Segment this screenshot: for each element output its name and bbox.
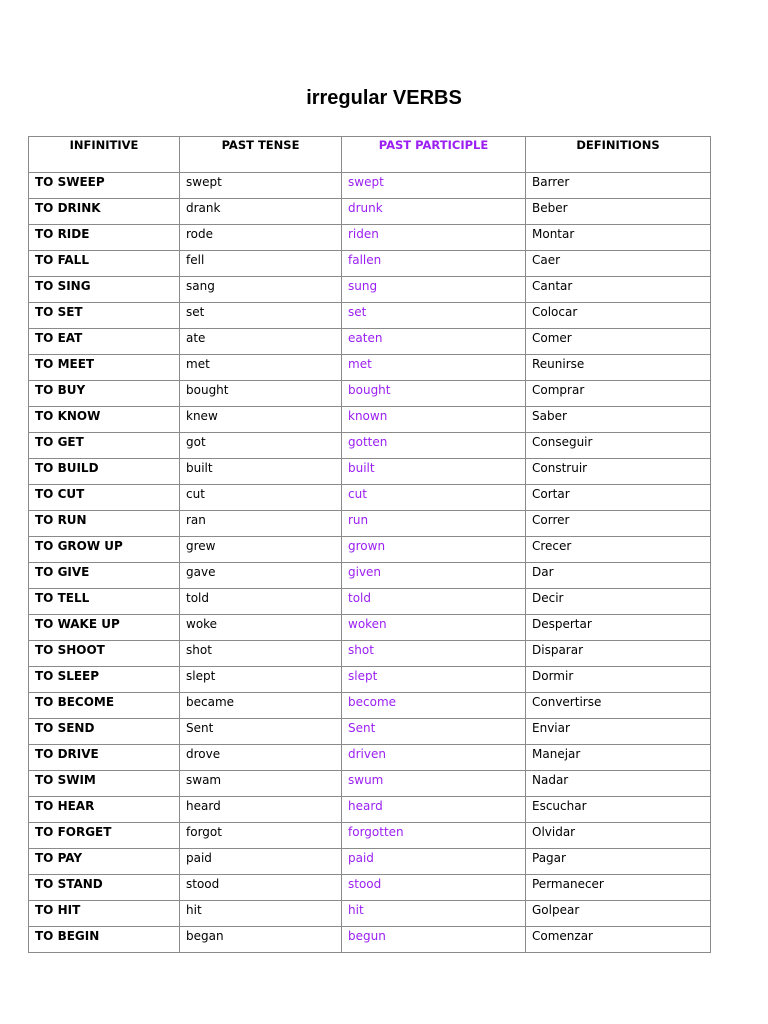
table-row [29, 485, 711, 511]
infinitive-cell: TO SLEEP [29, 667, 180, 693]
infinitive-cell: TO SEND [29, 719, 180, 745]
past-participle-cell: hit [342, 901, 526, 927]
table-row [29, 199, 711, 225]
table-row [29, 355, 711, 381]
definition-cell: Comer [526, 329, 711, 355]
past-tense-cell: hit [180, 901, 342, 927]
table-row [29, 719, 711, 745]
table-row [29, 667, 711, 693]
definition-cell: Construir [526, 459, 711, 485]
past-tense-cell: gave [180, 563, 342, 589]
past-tense-cell: told [180, 589, 342, 615]
past-participle-cell: driven [342, 745, 526, 771]
past-participle-cell: become [342, 693, 526, 719]
past-tense-cell: Sent [180, 719, 342, 745]
infinitive-cell: TO DRIVE [29, 745, 180, 771]
infinitive-cell: TO SWEEP [29, 173, 180, 199]
infinitive-cell: TO WAKE UP [29, 615, 180, 641]
past-tense-cell: slept [180, 667, 342, 693]
definition-cell: Disparar [526, 641, 711, 667]
past-participle-cell: run [342, 511, 526, 537]
past-tense-cell: forgot [180, 823, 342, 849]
past-participle-cell: riden [342, 225, 526, 251]
definition-cell: Olvidar [526, 823, 711, 849]
past-participle-cell: slept [342, 667, 526, 693]
past-tense-cell: knew [180, 407, 342, 433]
table-row [29, 745, 711, 771]
definition-cell: Golpear [526, 901, 711, 927]
infinitive-cell: TO DRINK [29, 199, 180, 225]
past-participle-cell: woken [342, 615, 526, 641]
table-row [29, 537, 711, 563]
definition-cell: Convertirse [526, 693, 711, 719]
definition-cell: Caer [526, 251, 711, 277]
infinitive-cell: TO EAT [29, 329, 180, 355]
past-participle-cell: eaten [342, 329, 526, 355]
definition-cell: Colocar [526, 303, 711, 329]
past-participle-cell: paid [342, 849, 526, 875]
past-participle-cell: told [342, 589, 526, 615]
past-tense-cell: set [180, 303, 342, 329]
past-participle-cell: drunk [342, 199, 526, 225]
past-participle-cell: set [342, 303, 526, 329]
past-tense-cell: rode [180, 225, 342, 251]
table-body [29, 173, 711, 953]
past-tense-cell: woke [180, 615, 342, 641]
header-past-participle: PAST PARTICIPLE [342, 137, 526, 173]
table-row [29, 511, 711, 537]
infinitive-cell: TO SET [29, 303, 180, 329]
past-participle-cell: cut [342, 485, 526, 511]
definition-cell: Comprar [526, 381, 711, 407]
past-tense-cell: sang [180, 277, 342, 303]
infinitive-cell: TO BEGIN [29, 927, 180, 953]
past-tense-cell: fell [180, 251, 342, 277]
past-participle-cell: heard [342, 797, 526, 823]
infinitive-cell: TO TELL [29, 589, 180, 615]
infinitive-cell: TO GIVE [29, 563, 180, 589]
definition-cell: Saber [526, 407, 711, 433]
table-row [29, 927, 711, 953]
infinitive-cell: TO FORGET [29, 823, 180, 849]
table-row [29, 823, 711, 849]
past-participle-cell: Sent [342, 719, 526, 745]
infinitive-cell: TO STAND [29, 875, 180, 901]
definition-cell: Decir [526, 589, 711, 615]
past-participle-cell: begun [342, 927, 526, 953]
table-row [29, 277, 711, 303]
definition-cell: Nadar [526, 771, 711, 797]
past-tense-cell: drove [180, 745, 342, 771]
definition-cell: Dormir [526, 667, 711, 693]
table-row [29, 251, 711, 277]
past-tense-cell: swam [180, 771, 342, 797]
table-row [29, 173, 711, 199]
table-row [29, 459, 711, 485]
infinitive-cell: TO GROW UP [29, 537, 180, 563]
past-participle-cell: swept [342, 173, 526, 199]
table-row [29, 797, 711, 823]
past-tense-cell: swept [180, 173, 342, 199]
past-tense-cell: grew [180, 537, 342, 563]
header-infinitive: INFINITIVE [29, 137, 180, 173]
past-participle-cell: forgotten [342, 823, 526, 849]
infinitive-cell: TO RIDE [29, 225, 180, 251]
past-tense-cell: became [180, 693, 342, 719]
definition-cell: Reunirse [526, 355, 711, 381]
infinitive-cell: TO PAY [29, 849, 180, 875]
definition-cell: Pagar [526, 849, 711, 875]
table-row [29, 329, 711, 355]
infinitive-cell: TO MEET [29, 355, 180, 381]
past-tense-cell: shot [180, 641, 342, 667]
past-tense-cell: paid [180, 849, 342, 875]
definition-cell: Cortar [526, 485, 711, 511]
past-participle-cell: bought [342, 381, 526, 407]
past-participle-cell: fallen [342, 251, 526, 277]
definition-cell: Permanecer [526, 875, 711, 901]
past-participle-cell: met [342, 355, 526, 381]
definition-cell: Despertar [526, 615, 711, 641]
past-participle-cell: built [342, 459, 526, 485]
header-past-tense: PAST TENSE [180, 137, 342, 173]
past-tense-cell: ate [180, 329, 342, 355]
infinitive-cell: TO BUILD [29, 459, 180, 485]
infinitive-cell: TO FALL [29, 251, 180, 277]
infinitive-cell: TO HEAR [29, 797, 180, 823]
definition-cell: Escuchar [526, 797, 711, 823]
past-tense-cell: stood [180, 875, 342, 901]
infinitive-cell: TO RUN [29, 511, 180, 537]
table-row [29, 693, 711, 719]
past-tense-cell: drank [180, 199, 342, 225]
definition-cell: Conseguir [526, 433, 711, 459]
past-participle-cell: known [342, 407, 526, 433]
header-definitions: DEFINITIONS [526, 137, 711, 173]
past-participle-cell: gotten [342, 433, 526, 459]
table-row [29, 615, 711, 641]
past-participle-cell: grown [342, 537, 526, 563]
definition-cell: Manejar [526, 745, 711, 771]
past-tense-cell: built [180, 459, 342, 485]
table-header-row [29, 137, 711, 173]
infinitive-cell: TO BUY [29, 381, 180, 407]
infinitive-cell: TO SHOOT [29, 641, 180, 667]
table-row [29, 563, 711, 589]
table-row [29, 589, 711, 615]
infinitive-cell: TO SING [29, 277, 180, 303]
past-participle-cell: swum [342, 771, 526, 797]
definition-cell: Barrer [526, 173, 711, 199]
infinitive-cell: TO GET [29, 433, 180, 459]
table-row [29, 225, 711, 251]
table-row [29, 303, 711, 329]
infinitive-cell: TO HIT [29, 901, 180, 927]
definition-cell: Correr [526, 511, 711, 537]
past-tense-cell: met [180, 355, 342, 381]
table-row [29, 381, 711, 407]
table-row [29, 407, 711, 433]
infinitive-cell: TO CUT [29, 485, 180, 511]
definition-cell: Enviar [526, 719, 711, 745]
table-row [29, 641, 711, 667]
infinitive-cell: TO SWIM [29, 771, 180, 797]
irregular-verbs-table [28, 136, 711, 953]
table-row [29, 901, 711, 927]
table-row [29, 849, 711, 875]
past-participle-cell: shot [342, 641, 526, 667]
definition-cell: Comenzar [526, 927, 711, 953]
past-tense-cell: bought [180, 381, 342, 407]
past-participle-cell: sung [342, 277, 526, 303]
table-row [29, 875, 711, 901]
table-row [29, 433, 711, 459]
past-tense-cell: ran [180, 511, 342, 537]
definition-cell: Dar [526, 563, 711, 589]
table-row [29, 771, 711, 797]
past-tense-cell: got [180, 433, 342, 459]
definition-cell: Crecer [526, 537, 711, 563]
definition-cell: Cantar [526, 277, 711, 303]
infinitive-cell: TO BECOME [29, 693, 180, 719]
past-tense-cell: cut [180, 485, 342, 511]
past-tense-cell: heard [180, 797, 342, 823]
past-tense-cell: began [180, 927, 342, 953]
past-participle-cell: stood [342, 875, 526, 901]
definition-cell: Beber [526, 199, 711, 225]
infinitive-cell: TO KNOW [29, 407, 180, 433]
past-participle-cell: given [342, 563, 526, 589]
definition-cell: Montar [526, 225, 711, 251]
page-title: irregular VERBS [306, 87, 462, 109]
